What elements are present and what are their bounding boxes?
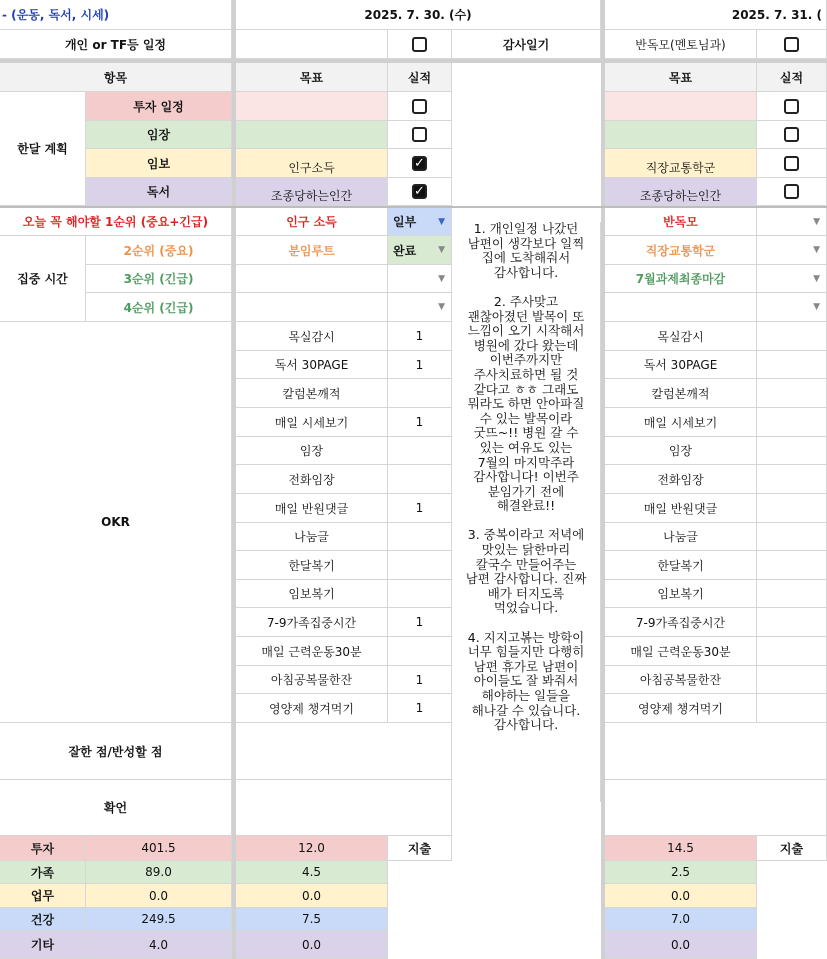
okr-label: OKR bbox=[0, 322, 232, 723]
dropdown-arrow-icon[interactable]: ▼ bbox=[438, 302, 445, 312]
okr-result-day2[interactable] bbox=[757, 580, 827, 608]
result-header-day1: 실적 bbox=[388, 63, 452, 92]
okr-result-day1[interactable]: 1 bbox=[388, 494, 452, 523]
dropdown-arrow-icon[interactable]: ▼ bbox=[813, 273, 820, 284]
goal-header-day2: 목표 bbox=[605, 63, 757, 92]
okr-result-day1[interactable]: 1 bbox=[388, 322, 452, 351]
priority4-goal-day2[interactable] bbox=[605, 293, 757, 322]
okr-result-day1[interactable]: 1 bbox=[388, 351, 452, 379]
okr-result-day1[interactable] bbox=[388, 437, 452, 465]
monthly-check-day1[interactable] bbox=[388, 121, 452, 149]
dropdown-arrow-icon[interactable]: ▼ bbox=[813, 245, 820, 255]
expense-day1[interactable]: 0.0 bbox=[236, 884, 388, 908]
expense-header-day1: 지출 bbox=[388, 836, 452, 861]
checkbox-icon[interactable] bbox=[784, 99, 799, 114]
expense-header-day2: 지출 bbox=[757, 836, 827, 861]
okr-result-day2[interactable] bbox=[757, 637, 827, 666]
okr-goal-day2[interactable]: 매일 반원댓글 bbox=[605, 494, 757, 523]
item-header: 항목 bbox=[0, 63, 232, 92]
okr-goal-day1[interactable]: 목실감시 bbox=[236, 322, 388, 351]
okr-goal-day1[interactable]: 매일 근력운동30분 bbox=[236, 637, 388, 666]
okr-result-day2[interactable] bbox=[757, 551, 827, 580]
expense-day1[interactable]: 4.5 bbox=[236, 861, 388, 884]
priority4-status-day2[interactable] bbox=[757, 293, 827, 322]
gratitude-header: 감사일기 bbox=[452, 30, 601, 59]
review-day2[interactable] bbox=[605, 723, 827, 780]
priority4-label: 4순위 (긴급) bbox=[86, 293, 232, 322]
expense-total: 4.0 bbox=[86, 931, 232, 959]
affirmation-day2[interactable] bbox=[605, 780, 827, 836]
priority1-status-day1[interactable] bbox=[388, 208, 452, 236]
dropdown-arrow-icon[interactable]: ▼ bbox=[813, 302, 820, 312]
expense-day1[interactable]: 12.0 bbox=[236, 836, 388, 861]
review-day1[interactable] bbox=[236, 723, 452, 780]
checkbox-icon[interactable] bbox=[784, 156, 799, 171]
monthly-goal-day1[interactable] bbox=[236, 92, 388, 121]
personal-schedule-label: 개인 or TF등 일정 bbox=[0, 30, 232, 59]
okr-result-day1[interactable] bbox=[388, 551, 452, 580]
date-header-day2: 2025. 7. 31. ( bbox=[605, 0, 827, 30]
date-header-day1: 2025. 7. 30. (수) bbox=[236, 0, 601, 30]
okr-goal-day1[interactable]: 임보복기 bbox=[236, 580, 388, 608]
personal-schedule-day2[interactable]: 반독모(멘토님과) bbox=[605, 30, 757, 59]
okr-result-day2[interactable] bbox=[757, 666, 827, 694]
monthly-goal-day1[interactable] bbox=[236, 121, 388, 149]
okr-result-day2[interactable] bbox=[757, 523, 827, 551]
okr-goal-day2[interactable]: 매일 시세보기 bbox=[605, 408, 757, 437]
priority1-goal-day1[interactable]: 인구 소득 bbox=[236, 208, 388, 236]
monthly-check-day2[interactable] bbox=[757, 92, 827, 121]
checkbox-icon[interactable] bbox=[784, 37, 799, 52]
priority2-goal-day2[interactable]: 직장교통학군 bbox=[605, 236, 757, 265]
okr-result-day1[interactable] bbox=[388, 465, 452, 494]
monthly-goal-day2[interactable] bbox=[605, 92, 757, 121]
expense-total: 249.5 bbox=[86, 908, 232, 931]
expense-category-label: 업무 bbox=[0, 884, 86, 908]
okr-result-day2[interactable] bbox=[757, 694, 827, 723]
okr-goal-day1[interactable]: 한달복기 bbox=[236, 551, 388, 580]
monthly-check-day1[interactable] bbox=[388, 149, 452, 178]
monthly-check-day2[interactable] bbox=[757, 149, 827, 178]
okr-goal-day2[interactable]: 7-9가족집중시간 bbox=[605, 608, 757, 637]
expense-total: 401.5 bbox=[86, 836, 232, 861]
okr-goal-day1[interactable]: 매일 반원댓글 bbox=[236, 494, 388, 523]
okr-goal-day1[interactable]: 7-9가족집중시간 bbox=[236, 608, 388, 637]
monthly-row-label: 임장 bbox=[86, 121, 232, 149]
priority4-status-day1[interactable] bbox=[388, 293, 452, 322]
monthly-goal-day1[interactable]: 인구소득 bbox=[236, 149, 388, 178]
priority3-label: 3순위 (긴급) bbox=[86, 265, 232, 293]
okr-goal-day2[interactable]: 칼럼본깨적 bbox=[605, 379, 757, 408]
status-text: 완료 bbox=[393, 243, 417, 258]
priority3-goal-day1[interactable] bbox=[236, 265, 388, 293]
okr-goal-day1[interactable]: 나눔글 bbox=[236, 523, 388, 551]
expense-category-label: 기타 bbox=[0, 931, 86, 959]
monthly-row-label: 투자 일정 bbox=[86, 92, 232, 121]
okr-goal-day1[interactable]: 전화임장 bbox=[236, 465, 388, 494]
monthly-check-day1[interactable] bbox=[388, 178, 452, 206]
dropdown-arrow-icon[interactable]: ▼ bbox=[813, 216, 820, 227]
priority2-status-day1[interactable] bbox=[388, 236, 452, 265]
result-header-day2: 실적 bbox=[757, 63, 827, 92]
checkbox-icon[interactable] bbox=[412, 127, 427, 142]
expense-day2[interactable]: 14.5 bbox=[605, 836, 757, 861]
okr-goal-day2[interactable]: 매일 근력운동30분 bbox=[605, 637, 757, 666]
okr-goal-day2[interactable]: 아침공복물한잔 bbox=[605, 666, 757, 694]
okr-result-day1[interactable] bbox=[388, 580, 452, 608]
checkbox-icon[interactable] bbox=[784, 127, 799, 142]
expense-total: 0.0 bbox=[86, 884, 232, 908]
monthly-goal-day1[interactable]: 조종당하는인간 bbox=[236, 178, 388, 206]
okr-result-day2[interactable] bbox=[757, 494, 827, 523]
dropdown-arrow-icon[interactable]: ▼ bbox=[438, 216, 445, 227]
okr-goal-day2[interactable]: 임장 bbox=[605, 437, 757, 465]
expense-category-label: 건강 bbox=[0, 908, 86, 931]
okr-result-day1[interactable] bbox=[388, 379, 452, 408]
priority2-status-day2[interactable] bbox=[757, 236, 827, 265]
status-text: 일부 bbox=[393, 215, 417, 229]
priority1-goal-day2[interactable]: 반독모 bbox=[605, 208, 757, 236]
okr-result-day2[interactable] bbox=[757, 608, 827, 637]
okr-goal-day2[interactable]: 독서 30PAGE bbox=[605, 351, 757, 379]
expense-day1[interactable]: 0.0 bbox=[236, 931, 388, 959]
monthly-goal-day2[interactable] bbox=[605, 121, 757, 149]
priority1-label: 오늘 꼭 해야할 1순위 (중요+긴급) bbox=[0, 208, 232, 236]
focus-time-label: 집중 시간 bbox=[0, 236, 86, 322]
okr-goal-day1[interactable]: 임장 bbox=[236, 437, 388, 465]
priority1-status-day2[interactable] bbox=[757, 208, 827, 236]
monthly-row-label: 독서 bbox=[86, 178, 232, 206]
personal-schedule-checkbox-day1[interactable] bbox=[388, 30, 452, 59]
expense-day2[interactable]: 0.0 bbox=[605, 884, 757, 908]
monthly-check-day2[interactable] bbox=[757, 121, 827, 149]
okr-result-day1[interactable]: 1 bbox=[388, 608, 452, 637]
okr-result-day1[interactable] bbox=[388, 637, 452, 666]
goal-header-day1: 목표 bbox=[236, 63, 388, 92]
okr-result-day2[interactable] bbox=[757, 408, 827, 437]
okr-goal-day1[interactable]: 매일 시세보기 bbox=[236, 408, 388, 437]
checkbox-icon[interactable] bbox=[784, 184, 799, 199]
expense-day1[interactable]: 7.5 bbox=[236, 908, 388, 931]
banner-title: - (운동, 독서, 시세) bbox=[0, 0, 232, 30]
personal-schedule-checkbox-day2[interactable] bbox=[757, 30, 827, 59]
affirmation-day1[interactable] bbox=[236, 780, 452, 836]
monthly-check-day2[interactable] bbox=[757, 178, 827, 206]
okr-result-day2[interactable] bbox=[757, 465, 827, 494]
affirmation-label: 확언 bbox=[0, 780, 232, 836]
gratitude-diary-text[interactable]: 1. 개인일정 나갔던 남편이 생각보다 일찍 집에 도착해줘서 감사합니다. 2. 주사맞고 괜찮아졌던 발목이 또 느낌이 오기 시작해서 병원에 갔다 왔는데 이번주까지만 주사치료하면 될 것 같다고 ㅎㅎ 그래도 뭐라도 하면 안아파질 수 있는 발목이라 굿뜨~!! 병원 갈 수 있는 여유도 있는 7월의 마지막주라 감사합니다! 이번주 분임가기 전에 해결완료!! 3. 중복이라고 저녁에 맛있는 닭한마리 칼국수 만들어주는 남편 감사합니다. 진짜 배가 터지도록 먹었습니다. 4. 지지고볶는 방학이 너무 힘들지만 다행히 남편 휴가로 남편이 아이들도 잘 봐줘서 해야하는 일들을 해나갈 수 있습니다. 감사합니다. bbox=[452, 222, 601, 802]
okr-goal-day2[interactable]: 목실감시 bbox=[605, 322, 757, 351]
priority4-goal-day1[interactable] bbox=[236, 293, 388, 322]
monthly-goal-day2[interactable]: 조종당하는인간 bbox=[605, 178, 757, 206]
okr-goal-day1[interactable]: 칼럼본깨적 bbox=[236, 379, 388, 408]
okr-goal-day2[interactable]: 나눔글 bbox=[605, 523, 757, 551]
okr-goal-day2[interactable]: 한달복기 bbox=[605, 551, 757, 580]
checkmark-icon[interactable]: ✓ bbox=[412, 156, 427, 171]
priority2-goal-day1[interactable]: 분임루트 bbox=[236, 236, 388, 265]
priority2-label: 2순위 (중요) bbox=[86, 236, 232, 265]
priority3-goal-day2[interactable]: 7월과제최종마감 bbox=[605, 265, 757, 293]
expense-category-label: 가족 bbox=[0, 861, 86, 884]
okr-result-day2[interactable] bbox=[757, 379, 827, 408]
okr-goal-day2[interactable]: 영양제 챙겨먹기 bbox=[605, 694, 757, 723]
dropdown-arrow-icon[interactable]: ▼ bbox=[438, 273, 445, 284]
okr-result-day2[interactable] bbox=[757, 322, 827, 351]
checkmark-icon[interactable]: ✓ bbox=[412, 184, 427, 199]
okr-goal-day1[interactable]: 영양제 챙겨먹기 bbox=[236, 694, 388, 723]
monthly-row-label: 임보 bbox=[86, 149, 232, 178]
personal-schedule-day1[interactable] bbox=[236, 30, 388, 59]
expense-category-label: 투자 bbox=[0, 836, 86, 861]
okr-goal-day1[interactable]: 독서 30PAGE bbox=[236, 351, 388, 379]
monthly-check-day1[interactable] bbox=[388, 92, 452, 121]
checkbox-icon[interactable] bbox=[412, 99, 427, 114]
okr-result-day1[interactable]: 1 bbox=[388, 666, 452, 694]
okr-result-day2[interactable] bbox=[757, 437, 827, 465]
expense-day2[interactable]: 2.5 bbox=[605, 861, 757, 884]
okr-result-day1[interactable]: 1 bbox=[388, 408, 452, 437]
okr-result-day1[interactable] bbox=[388, 523, 452, 551]
checkbox-icon[interactable] bbox=[412, 37, 427, 52]
priority3-status-day1[interactable] bbox=[388, 265, 452, 293]
expense-day2[interactable]: 7.0 bbox=[605, 908, 757, 931]
expense-total: 89.0 bbox=[86, 861, 232, 884]
review-label: 잘한 점/반성할 점 bbox=[0, 723, 232, 780]
monthly-goal-day2[interactable]: 직장교통학군 bbox=[605, 149, 757, 178]
okr-result-day2[interactable] bbox=[757, 351, 827, 379]
okr-result-day1[interactable]: 1 bbox=[388, 694, 452, 723]
okr-goal-day2[interactable]: 전화임장 bbox=[605, 465, 757, 494]
monthly-plan-label: 한달 계획 bbox=[0, 92, 86, 206]
okr-goal-day2[interactable]: 임보복기 bbox=[605, 580, 757, 608]
priority3-status-day2[interactable] bbox=[757, 265, 827, 293]
dropdown-arrow-icon[interactable]: ▼ bbox=[438, 245, 445, 255]
expense-day2[interactable]: 0.0 bbox=[605, 931, 757, 959]
okr-goal-day1[interactable]: 아침공복물한잔 bbox=[236, 666, 388, 694]
